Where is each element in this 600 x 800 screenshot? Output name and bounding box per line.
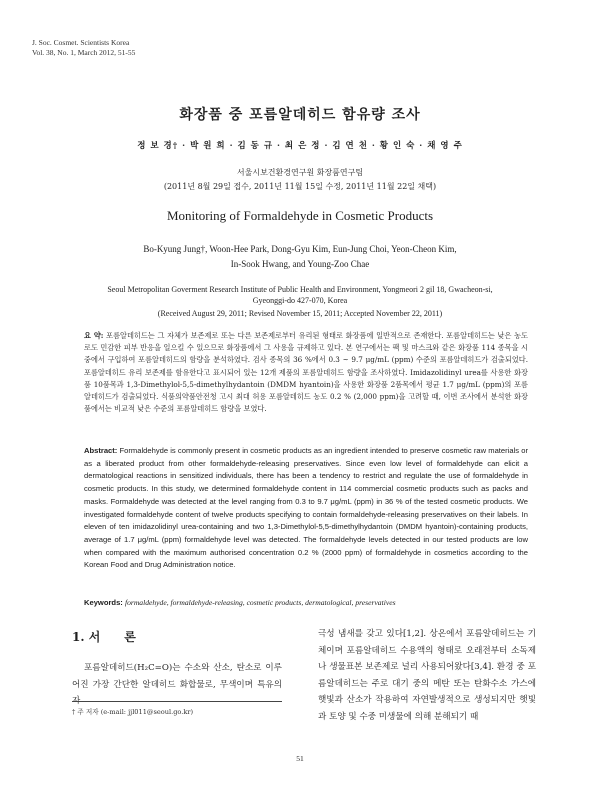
english-authors-line1: Bo-Kyung Jung†, Woon-Hee Park, Dong-Gyu Kim, Eun-Jung Choi, Yeon-Cheon Kim, — [143, 244, 457, 254]
english-abstract-text: Formaldehyde is commonly present in cosmetic products as an ingredient intended to preserve cosmetic raw materials or as a liberated product from other formaldehyde-releasing preservatives. Since even low level of formaldehyde can elicit a dermatological reactions in sensitized individuals, there has been a tendency to restrict and regulate the use of formaldehyde in cosmetic products. In this study, we determined formaldehyde content in 114 commercial cosmetic products such as packs and masks. Formaldehyde was detected at the level ranging from 0.3 to 9.7 μg/mL (ppm) in 36 % of the tested cosmetic products. We investigated formaldehyde content of twelve products specifying to contain formaldehyde-releasing preservatives on their labels. In eleven of ten imidazolidinyl urea-containing and two 1,3-Dimethylol-5,5-dimethylhydantoin (DMDM hyantoin)-containing products, average of 1.7 μg/mL (ppm) formaldehyde level was detected. The formaldehyde levels detected in our tested products are low when compared with the maximum authorised concentration 0.2 % (2000 ppm) of formaldehyde in cosmetics according to the Korean Food and Drug Administration notice. — [84, 446, 528, 570]
keywords-label: Keywords: — [84, 598, 123, 607]
english-abstract — [84, 445, 528, 572]
footnote-divider — [72, 701, 282, 702]
korean-abstract-text: 포름알데히드는 그 자체가 보존제로 또는 다른 보존제로부터 유리된 형태로 화장품에 일반적으로 존재한다. 포름알데히드는 낮은 농도로도 민감한 피부 반응을 일으킬 수 있으므로 화장품에서 그 사용을 규제하고 있다. 본 연구에서는 팩 및 마스크와 같은 화장품 114 종목을 시중에서 구입하여 포름알데히드의 함량을 분석하였다. 검사 종목의 36 %에서 0.3 ~ 9.7 μg/mL (ppm) 수준의 포름알데히드가 검출되었다. 포름알데히드 유리 보존제를 함유한다고 표시되어 있는 12개 제품의 포름알데히드 함량을 조사하였다. Imidazolidinyl urea를 사용한 화장품 10품목과 1,3-Dimethylol-5,5-dimethylhydantoin (DMDM hyantoin)을 사용한 화장품 2품목에서 평균 1.7 μg/mL (ppm)의 포름알데히드가 검출되었다. 식품의약품안전청 고시 최대 허용 포름알데히드 농도 0.2 % (2,000 ppm)을 고려할 때, 이번 조사에서 분석한 화장품에서는 비교적 낮은 수준의 포름알데히드 함량을 보였다. — [84, 331, 528, 414]
korean-affiliation: 서울시보건환경연구원 화장품연구팀 — [236, 168, 364, 177]
intro-left-text: 포름알데히드(H₂C=O)는 수소와 산소, 탄소로 이루어진 가장 간단한 알데히드 화합물로, 무색이며 특유의 자 — [72, 663, 282, 706]
english-affiliation — [0, 284, 600, 306]
journal-name: J. Soc. Cosmet. Scientists Korea — [32, 38, 130, 47]
english-authors-line2: In-Sook Hwang, and Young-Zoo Chae — [230, 259, 370, 269]
journal-volume: Vol. 38, No. 1, March 2012, 51-55 — [32, 48, 136, 57]
english-received-dates: (Received August 29, 2011; Revised November 15, 2011; Accepted November 22, 2011) — [157, 309, 443, 318]
intro-right-column: 극성 냄새를 갖고 있다[1,2]. 상온에서 포름알데히드는 기체이며 포름알데히드 수용액의 형태로 오래전부터 소독제나 생물표본 보존제로 널리 사용되어왔다[3,4]. 환경 중 포름알데히드는 주로 대기 중의 메탄 또는 탄화수소 가스에 햇빛과 산소가 작용하여 자연발생적으로 생성되지만 햇빛과 토양 및 수중 미생물에 의해 분해되기 때 — [318, 629, 536, 722]
korean-received-dates: (2011년 8월 29일 접수, 2011년 11월 15일 수정, 2011년 11월 22일 채택) — [163, 182, 437, 191]
corresponding-author-footnote: † 주 저자 (e-mail: jjl011@seoul.go.kr) — [72, 708, 194, 716]
section-heading-introduction: 1. 서 론 — [72, 630, 136, 644]
english-abstract-label: Abstract: — [84, 446, 118, 455]
english-affiliation-line2: Gyeonggi-do 427-070, Korea — [252, 296, 348, 305]
keywords-text: formaldehyde, formaldehyde-releasing, cosmetic products, dermatological, preservatives — [124, 598, 396, 607]
page-number: 51 — [296, 754, 304, 763]
intro-left-column — [72, 660, 282, 710]
journal-citation — [32, 38, 135, 58]
english-authors — [0, 242, 600, 272]
korean-abstract — [84, 330, 528, 415]
korean-abstract-label: 요 약: — [84, 331, 104, 340]
korean-title: 화장품 중 포름알데히드 함유량 조사 — [179, 107, 421, 123]
english-title: Monitoring of Formaldehyde in Cosmetic Products — [166, 208, 434, 223]
korean-authors: 정 보 경† · 박 원 희 · 김 동 규 · 최 은 정 · 김 연 천 · 황 인 숙 · 채 영 주 — [137, 141, 463, 151]
english-affiliation-line1: Seoul Metropolitan Goverment Research Institute of Public Health and Environment, Yongmeori 2 gil 18, Gwacheon-si, — [107, 285, 493, 294]
keywords — [84, 598, 528, 607]
